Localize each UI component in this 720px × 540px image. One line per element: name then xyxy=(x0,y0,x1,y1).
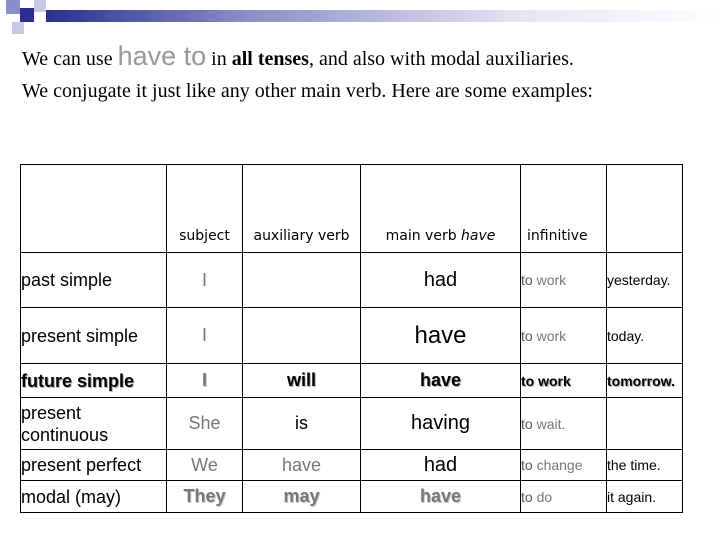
table-header-row xyxy=(21,165,683,253)
intro-text-part: in xyxy=(206,48,232,70)
table-row xyxy=(21,308,683,364)
time-cell xyxy=(607,398,683,450)
infinitive-cell xyxy=(521,481,607,513)
subject-cell: I xyxy=(167,308,243,364)
time-cell: yesterday. xyxy=(607,253,683,308)
subject-cell: I xyxy=(167,364,243,398)
subject-cell: They xyxy=(167,481,243,513)
main-verb-cell: have xyxy=(361,308,521,364)
infinitive-to: to xyxy=(521,372,535,389)
intro-line-1 xyxy=(22,40,712,75)
header-empty xyxy=(21,165,167,253)
header-subject: subject xyxy=(167,165,243,253)
main-verb-cell: had xyxy=(361,253,521,308)
auxiliary-cell: have xyxy=(243,450,361,481)
subject-cell: I xyxy=(167,253,243,308)
time-cell: it again. xyxy=(607,481,683,513)
tense-label: past simple xyxy=(21,253,167,308)
time-cell: today. xyxy=(607,308,683,364)
intro-line-2: We conjugate it just like any other main verb. Here are some examples: xyxy=(22,80,593,102)
infinitive-verb: work xyxy=(532,327,567,344)
table-row xyxy=(21,481,683,513)
intro-text xyxy=(22,40,712,107)
subject-cell: She xyxy=(167,398,243,450)
infinitive-to: to xyxy=(521,415,533,432)
table-row xyxy=(21,364,683,398)
time-cell: the time. xyxy=(607,450,683,481)
infinitive-verb: work xyxy=(532,272,567,288)
infinitive-to: to xyxy=(521,327,533,344)
decor-square xyxy=(12,22,24,34)
infinitive-to: to xyxy=(521,272,533,288)
infinitive-verb: work xyxy=(534,372,571,389)
infinitive-verb: change xyxy=(532,457,583,473)
infinitive-cell xyxy=(521,364,607,398)
header-empty xyxy=(607,165,683,253)
tense-label: present simple xyxy=(21,308,167,364)
tense-label: future simple xyxy=(21,364,167,398)
auxiliary-cell xyxy=(243,308,361,364)
header-main-verb-italic: have xyxy=(461,228,496,244)
tense-label: modal (may) xyxy=(21,481,167,513)
main-verb-cell: have xyxy=(361,364,521,398)
keyword-have-to: have to xyxy=(117,41,207,71)
infinitive-verb: do xyxy=(532,488,553,505)
auxiliary-cell xyxy=(243,253,361,308)
decor-square xyxy=(6,0,20,14)
auxiliary-cell: is xyxy=(243,398,361,450)
main-verb-cell: have xyxy=(361,481,521,513)
intro-text-part: We can use xyxy=(22,48,118,70)
main-verb-cell: having xyxy=(361,398,521,450)
title-decoration xyxy=(0,0,720,36)
table-row xyxy=(21,398,683,450)
intro-text-part: , and also with modal auxiliaries. xyxy=(308,48,574,70)
infinitive-to: to xyxy=(521,457,533,473)
table-row xyxy=(21,450,683,481)
main-verb-cell: had xyxy=(361,450,521,481)
auxiliary-cell: will xyxy=(243,364,361,398)
table-row xyxy=(21,253,683,308)
tense-label: present continuous xyxy=(21,398,167,450)
infinitive-verb: wait. xyxy=(532,415,566,432)
tense-label: present perfect xyxy=(21,450,167,481)
header-main-verb xyxy=(361,165,521,253)
infinitive-cell xyxy=(521,308,607,364)
decor-square xyxy=(34,0,46,12)
auxiliary-cell: may xyxy=(243,481,361,513)
decor-gradient-band xyxy=(46,10,720,22)
infinitive-to: to xyxy=(521,488,533,505)
header-infinitive: infinitive xyxy=(521,165,607,253)
infinitive-cell xyxy=(521,253,607,308)
time-cell: tomorrow. xyxy=(607,364,683,398)
infinitive-cell xyxy=(521,398,607,450)
header-main-verb-label: main verb xyxy=(385,228,462,244)
conjugation-table xyxy=(20,164,683,513)
subject-cell: We xyxy=(167,450,243,481)
header-auxiliary-verb: auxiliary verb xyxy=(243,165,361,253)
infinitive-cell xyxy=(521,450,607,481)
decor-square xyxy=(20,8,34,22)
all-tenses-emphasis: all tenses xyxy=(231,48,309,70)
